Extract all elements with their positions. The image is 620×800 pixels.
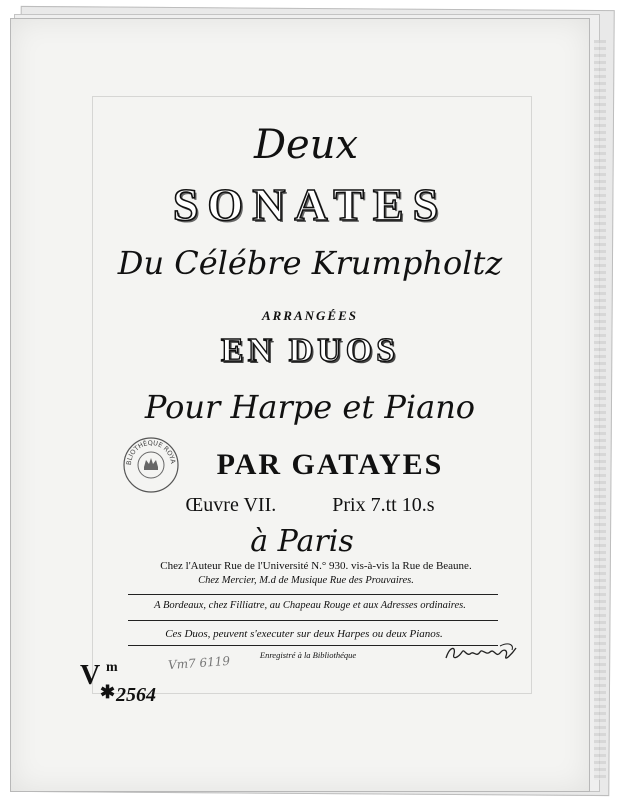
divider-rule-1 — [128, 594, 498, 595]
arrangees-line: ARRANGÉES — [261, 308, 359, 323]
shelfmark-letter: V — [80, 660, 101, 691]
title-sonates: SONATES — [172, 179, 448, 230]
divider-rule-2 — [128, 620, 498, 621]
shelfmark — [80, 660, 160, 720]
bordeaux-line: A Bordeaux, chez Filliatre, au Chapeau Rouge et aux Adresses ordinaires. — [154, 600, 466, 611]
opus-number: Œuvre VII. — [185, 494, 277, 516]
shelfmark-superscript: m — [106, 660, 118, 675]
price: Prix 7.tt 10.s — [332, 494, 435, 516]
shelfmark-star: ✱ — [100, 682, 116, 702]
opus-price-line — [0, 494, 620, 517]
pencil-note: Vm7 6119 — [167, 653, 231, 673]
registration-line: Enregistré à la Bibliothéque — [259, 650, 357, 660]
shelfmark-number: 2564 — [116, 684, 156, 706]
handwritten-signature — [442, 640, 520, 666]
arranger-line: PAR GATAYES — [216, 448, 444, 481]
en-duos-line: EN DUOS — [220, 332, 400, 369]
seller-address: Chez Mercier, M.d de Musique Rue des Prouvaires. — [198, 575, 414, 586]
city-line: à Paris — [250, 524, 354, 559]
title-deux: Deux — [253, 122, 359, 168]
library-stamp-text: BLIOTHÈQUE ROYA — [124, 438, 178, 466]
composer-line: Du Célébre Krumpholtz — [117, 244, 503, 282]
instruments-line: Pour Harpe et Piano — [144, 388, 476, 426]
performance-note: Ces Duos, peuvent s'executer sur deux Harpes ou deux Pianos. — [165, 628, 443, 640]
publisher-address: Chez l'Auteur Rue de l'Université N.° 930. vis-à-vis la Rue de Beaune. — [160, 560, 472, 572]
